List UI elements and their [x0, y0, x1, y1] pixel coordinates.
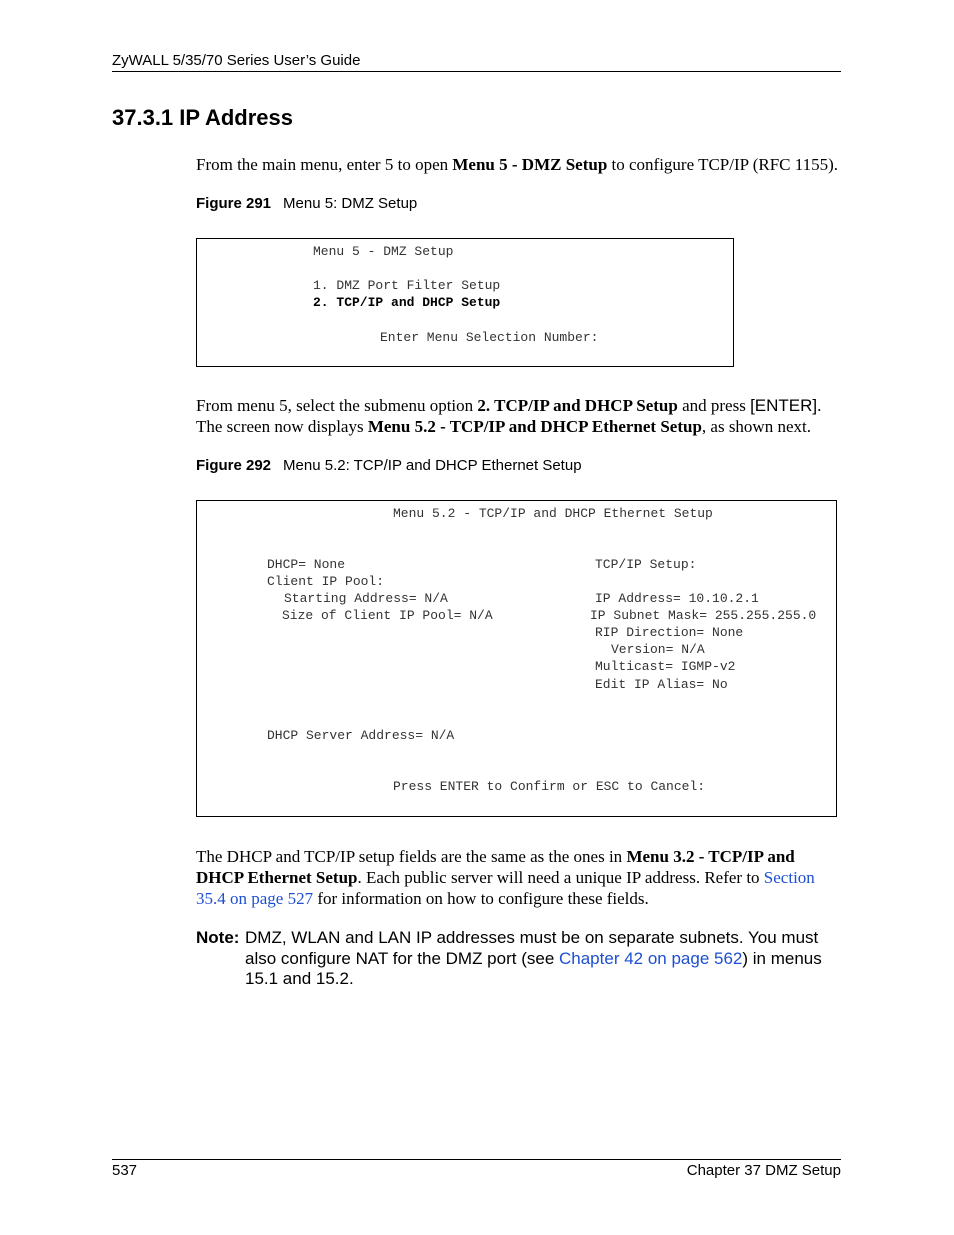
figure-291-screen — [196, 238, 734, 367]
figure-291-label: Figure 291 — [196, 195, 272, 212]
client-ip-pool-label: Client IP Pool: — [267, 574, 385, 589]
pool-size-field: Size of Client IP Pool= N/A — [282, 608, 493, 623]
note-body — [245, 928, 845, 990]
tcpip-setup-label: TCP/IP Setup: — [595, 557, 697, 572]
p3-bold-1: Menu 3.2 - TCP/IP and — [626, 847, 795, 866]
running-header: ZyWALL 5/35/70 Series User’s Guide — [112, 52, 361, 69]
menu5-prompt: Enter Menu Selection Number: — [380, 330, 599, 345]
figure-291-title: Menu 5: DMZ Setup — [283, 195, 418, 212]
p2-text-4: The screen now displays — [196, 417, 368, 436]
section-heading: 37.3.1 IP Address — [112, 105, 293, 130]
chapter-42-link[interactable]: Chapter 42 on page 562 — [559, 948, 743, 968]
paragraph-3-line-2 — [196, 867, 846, 888]
intro-text-1: From the main menu, enter 5 to open — [196, 155, 453, 174]
header-rule — [112, 71, 841, 72]
page-number: 537 — [112, 1162, 138, 1179]
note-label: Note: — [196, 928, 240, 947]
menu5-item-1: 1. DMZ Port Filter Setup — [313, 278, 501, 293]
p3-text-1: The DHCP and TCP/IP setup fields are the same as the ones in — [196, 847, 627, 866]
p3-text-3: for information on how to configure these fields. — [313, 889, 649, 908]
note-text-2b: ) in menus — [742, 948, 822, 968]
multicast-field: Multicast= IGMP-v2 — [595, 659, 736, 674]
edit-ip-alias-field: Edit IP Alias= No — [595, 677, 728, 692]
note-text-2a: also configure NAT for the DMZ port (see — [245, 948, 559, 968]
menu5-item-2: 2. TCP/IP and DHCP Setup — [313, 295, 501, 310]
section-link-part-2[interactable]: 35.4 on page 527 — [196, 889, 314, 908]
p2-text-3: . — [817, 396, 822, 415]
p2-text-1: From menu 5, select the submenu option — [196, 396, 478, 415]
figure-291-caption — [196, 195, 417, 212]
menu52-title: Menu 5.2 - TCP/IP and DHCP Ethernet Setup — [393, 506, 713, 521]
dhcp-field: DHCP= None — [267, 557, 346, 572]
menu5-title: Menu 5 - DMZ Setup — [313, 244, 454, 259]
intro-bold: Menu 5 - DMZ Setup — [452, 155, 608, 174]
paragraph-2 — [196, 395, 856, 437]
p3-bold-2: DHCP Ethernet Setup — [196, 868, 358, 887]
ip-address-field: IP Address= 10.10.2.1 — [595, 591, 759, 606]
p2-key: [ENTER] — [750, 396, 818, 415]
p3-text-2: . Each public server will need a unique IP address. Refer to — [357, 868, 764, 887]
paragraph-2-line-2 — [196, 416, 856, 437]
starting-address-field: Starting Address= N/A — [284, 591, 448, 606]
rip-version-field: Version= N/A — [611, 642, 705, 657]
note-line-3: 15.1 and 15.2. — [245, 969, 354, 988]
paragraph-3-line-3 — [196, 888, 846, 909]
figure-292-screen — [196, 500, 837, 817]
p2-text-5: , as shown next. — [701, 417, 811, 436]
dhcp-server-address-field: DHCP Server Address= N/A — [267, 728, 455, 743]
paragraph-2-line-1 — [196, 395, 856, 416]
subnet-mask-field: IP Subnet Mask= 255.255.255.0 — [590, 608, 817, 623]
note-line-1: DMZ, WLAN and LAN IP addresses must be on separate subnets. You must — [245, 928, 819, 947]
figure-292-label: Figure 292 — [196, 457, 272, 474]
p2-bold-1: 2. TCP/IP and DHCP Setup — [477, 396, 678, 415]
intro-paragraph — [196, 154, 856, 175]
rip-direction-field: RIP Direction= None — [595, 625, 744, 640]
figure-292-caption — [196, 457, 582, 474]
footer-rule — [112, 1159, 841, 1160]
note-line-2 — [245, 949, 845, 970]
p2-bold-2: Menu 5.2 - TCP/IP and DHCP Ethernet Setup — [367, 417, 702, 436]
paragraph-3-line-1 — [196, 846, 846, 867]
intro-text-2: to configure TCP/IP (RFC 1155). — [607, 155, 839, 174]
paragraph-3 — [196, 846, 846, 909]
figure-292-title: Menu 5.2: TCP/IP and DHCP Ethernet Setup — [283, 457, 582, 474]
footer-chapter: Chapter 37 DMZ Setup — [686, 1162, 841, 1179]
section-link-part-1[interactable]: Section — [763, 868, 815, 887]
p2-text-2: and press — [677, 396, 751, 415]
menu52-prompt: Press ENTER to Confirm or ESC to Cancel: — [393, 779, 706, 794]
